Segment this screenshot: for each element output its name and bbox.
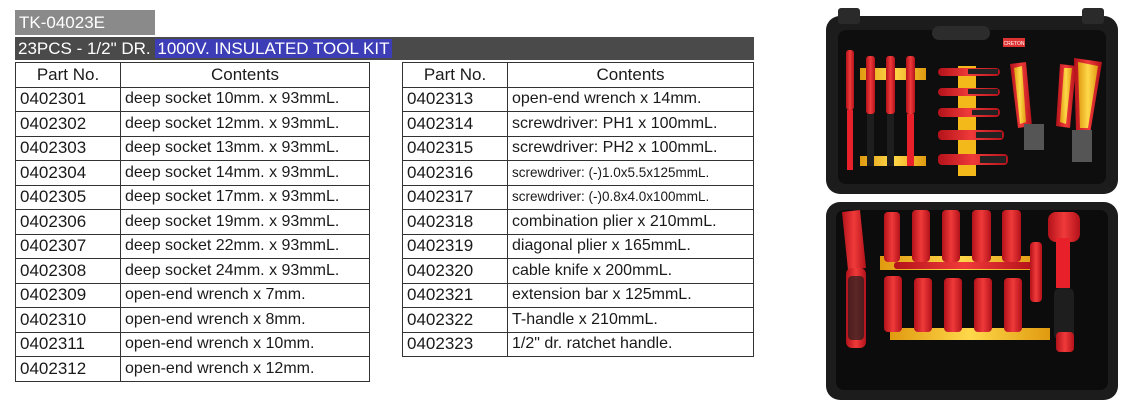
contents-cell: deep socket 19mm. x 93mmL. bbox=[121, 210, 370, 235]
contents-cell: deep socket 17mm. x 93mmL. bbox=[121, 185, 370, 210]
table-row bbox=[16, 112, 370, 137]
contents-cell: screwdriver: PH2 x 100mmL. bbox=[508, 136, 754, 161]
table-row bbox=[403, 112, 754, 137]
contents-cell: T-handle x 210mmL. bbox=[508, 308, 754, 333]
tool-kit-case-image bbox=[820, 6, 1122, 402]
parts-table-right bbox=[402, 62, 754, 357]
contents-cell: open-end wrench x 14mm. bbox=[508, 87, 754, 112]
contents-cell: combination plier x 210mmL. bbox=[508, 210, 754, 235]
contents-cell: 1/2" dr. ratchet handle. bbox=[508, 332, 754, 357]
table-row bbox=[16, 185, 370, 210]
table-row bbox=[403, 332, 754, 357]
table-row bbox=[16, 357, 370, 382]
table-row bbox=[16, 308, 370, 333]
part-number-cell: 0402310 bbox=[16, 308, 121, 333]
table-row bbox=[16, 332, 370, 357]
table-row bbox=[403, 234, 754, 259]
table-header-row bbox=[403, 63, 754, 88]
contents-cell: extension bar x 125mmL. bbox=[508, 283, 754, 308]
parts-table-left bbox=[15, 62, 370, 382]
part-number-cell: 0402319 bbox=[403, 234, 508, 259]
table-row bbox=[16, 161, 370, 186]
part-number-cell: 0402311 bbox=[16, 332, 121, 357]
part-no-header: Part No. bbox=[16, 63, 121, 88]
part-number-cell: 0402309 bbox=[16, 283, 121, 308]
table-row bbox=[16, 87, 370, 112]
contents-header: Contents bbox=[508, 63, 754, 88]
part-number-cell: 0402321 bbox=[403, 283, 508, 308]
kit-title-prefix: 23PCS - 1/2" DR. bbox=[18, 39, 156, 58]
table-row bbox=[403, 185, 754, 210]
contents-cell: screwdriver: PH1 x 100mmL. bbox=[508, 112, 754, 137]
table-row bbox=[403, 161, 754, 186]
table-header-row bbox=[16, 63, 370, 88]
part-number-cell: 0402313 bbox=[403, 87, 508, 112]
part-number-cell: 0402308 bbox=[16, 259, 121, 284]
contents-header: Contents bbox=[121, 63, 370, 88]
table-row bbox=[16, 136, 370, 161]
contents-cell: deep socket 14mm. x 93mmL. bbox=[121, 161, 370, 186]
part-number-cell: 0402320 bbox=[403, 259, 508, 284]
part-number-cell: 0402317 bbox=[403, 185, 508, 210]
part-number-cell: 0402316 bbox=[403, 161, 508, 186]
svg-text:CRETON: CRETON bbox=[1003, 41, 1025, 47]
contents-cell: deep socket 12mm. x 93mmL. bbox=[121, 112, 370, 137]
contents-cell: diagonal plier x 165mmL. bbox=[508, 234, 754, 259]
contents-cell: screwdriver: (-)0.8x4.0x100mmL. bbox=[508, 185, 754, 210]
part-no-header: Part No. bbox=[403, 63, 508, 88]
part-number-cell: 0402307 bbox=[16, 234, 121, 259]
part-number-cell: 0402304 bbox=[16, 161, 121, 186]
table-row bbox=[403, 136, 754, 161]
contents-cell: open-end wrench x 10mm. bbox=[121, 332, 370, 357]
part-number-cell: 0402322 bbox=[403, 308, 508, 333]
part-number-cell: 0402306 bbox=[16, 210, 121, 235]
table-row bbox=[16, 210, 370, 235]
part-number-cell: 0402301 bbox=[16, 87, 121, 112]
kit-title bbox=[15, 37, 754, 60]
contents-cell: open-end wrench x 12mm. bbox=[121, 357, 370, 382]
part-number-cell: 0402305 bbox=[16, 185, 121, 210]
contents-cell: open-end wrench x 8mm. bbox=[121, 308, 370, 333]
table-row bbox=[16, 259, 370, 284]
contents-cell: deep socket 22mm. x 93mmL. bbox=[121, 234, 370, 259]
part-number-cell: 0402302 bbox=[16, 112, 121, 137]
part-number-cell: 0402303 bbox=[16, 136, 121, 161]
part-number-cell: 0402312 bbox=[16, 357, 121, 382]
table-row bbox=[403, 283, 754, 308]
part-number-cell: 0402323 bbox=[403, 332, 508, 357]
part-number-cell: 0402314 bbox=[403, 112, 508, 137]
contents-cell: deep socket 13mm. x 93mmL. bbox=[121, 136, 370, 161]
table-row bbox=[16, 283, 370, 308]
table-row bbox=[403, 259, 754, 284]
contents-cell: deep socket 10mm. x 93mmL. bbox=[121, 87, 370, 112]
contents-cell: deep socket 24mm. x 93mmL. bbox=[121, 259, 370, 284]
kit-title-highlight: 1000V. INSULATED TOOL KIT bbox=[157, 39, 390, 58]
contents-cell: cable knife x 200mmL. bbox=[508, 259, 754, 284]
contents-cell: screwdriver: (-)1.0x5.5x125mmL. bbox=[508, 161, 754, 186]
contents-cell: open-end wrench x 7mm. bbox=[121, 283, 370, 308]
table-row bbox=[403, 210, 754, 235]
table-row bbox=[16, 234, 370, 259]
part-number-cell: 0402315 bbox=[403, 136, 508, 161]
model-number: TK-04023E bbox=[15, 10, 155, 35]
table-row bbox=[403, 87, 754, 112]
table-row bbox=[403, 308, 754, 333]
part-number-cell: 0402318 bbox=[403, 210, 508, 235]
